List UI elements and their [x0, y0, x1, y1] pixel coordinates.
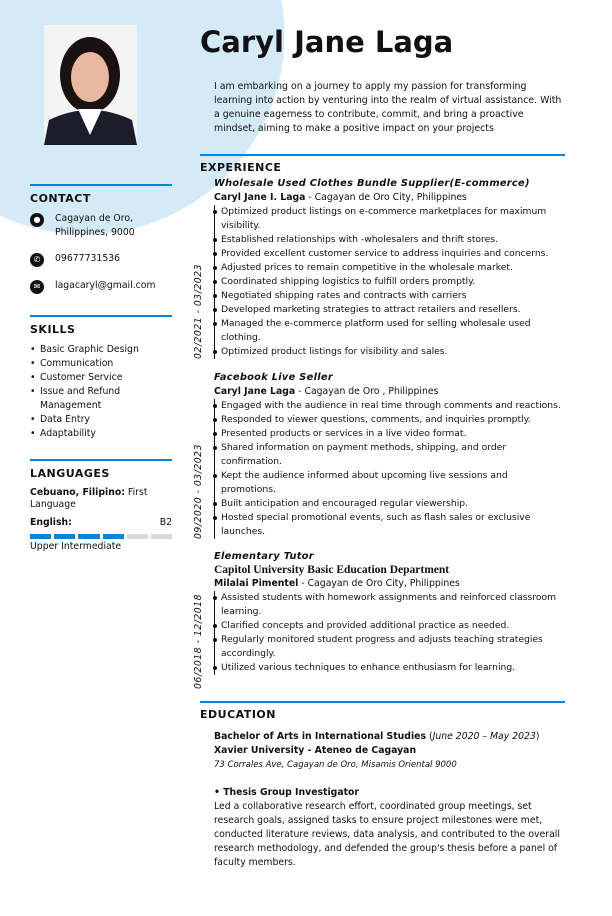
job-company: Milalai Pimentel: [214, 578, 299, 589]
job-bullet: Adjusted prices to remain competitive in the wholesale market.: [221, 261, 565, 275]
job-bullet: Negotiated shipping rates and contracts with carriers: [221, 289, 565, 303]
job-bullet: Optimized product listings on e-commerce marketplaces for maximum visibility.: [221, 205, 565, 233]
job-title: Facebook Live Seller: [214, 372, 333, 383]
contact-address: Cagayan de Oro, Philippines, 9000: [55, 213, 135, 238]
english-level-bar: [30, 534, 172, 539]
summary: I am embarking on a journey to apply my passion for transforming learning into action by venturing into the realm of virtual assistance. With a genuine eagerness to contribute, commit, and bring a proactive mindset, aiming to make a positive impact on your projects: [214, 81, 562, 134]
experience-heading: EXPERIENCE: [200, 161, 282, 174]
experience-section: [193, 154, 565, 689]
job-location: - Cagayan de Oro , Philippines: [295, 386, 439, 397]
skills-section: [30, 315, 172, 441]
education-section: EDUCATION Bachelor of Arts in International Studies (June 2020 – May 2023) Xavier University - Ateneo de Cagayan 73 Corrales Ave, Cagayan de Oro, Misamis Oriental 9000 • Thesis Group Investigator Led a collaborative research effort, coordinated group meetings, set research goals, assigned tasks to ensure project milestones were met, conducted literature reviews, data analysis, and contributed to the overall research methodology, and defended the group's thesis before a panel of faculty members.: [200, 701, 565, 870]
skill-item: • Communication: [30, 357, 172, 371]
english-code: B2: [159, 517, 172, 528]
job-bullet: Shared information on payment methods, shipping, and order confirmation.: [221, 441, 565, 469]
candidate-name: Caryl Jane Laga: [200, 25, 454, 59]
languages-section: LANGUAGES Cebuano, Filipino: First Language English: B2 Upper Intermediate: [30, 459, 172, 554]
contact-section: [30, 184, 172, 306]
job-entry: [193, 551, 565, 689]
job-dates: 06/2018 - 12/2018: [193, 593, 204, 689]
job-location: - Cagayan de Oro City, Philippines: [305, 192, 467, 203]
location-icon: ●: [30, 213, 44, 227]
skill-item: • Basic Graphic Design: [30, 343, 172, 357]
english-label: English: [30, 517, 69, 528]
education-heading: EDUCATION: [200, 708, 276, 721]
job-bullet: Kept the audience informed about upcoming live sessions and promotions.: [221, 469, 565, 497]
job-dates: 02/2021 - 03/2023: [193, 263, 204, 359]
job-bullet: Coordinated shipping logistics to fulfill orders promptly.: [221, 275, 565, 289]
education-dates: June 2020 – May 2023: [432, 731, 536, 742]
first-language: Cebuano, Filipino: [30, 487, 122, 498]
skill-item: • Data Entry: [30, 413, 172, 427]
education-description: Led a collaborative research effort, coordinated group meetings, set research goals, assigned tasks to ensure project milestones were met, conducted literature reviews, data analysis, and contributed to the overall research methodology, and defended the group's thesis before a panel of faculty members.: [214, 801, 560, 868]
email-icon: ✉: [30, 280, 44, 294]
job-bullet: Presented products or services in a live video format.: [221, 427, 565, 441]
school-address: 73 Corrales Ave, Cagayan de Oro, Misamis Oriental 9000: [214, 760, 457, 770]
contact-heading: CONTACT: [30, 192, 91, 205]
english-level: Upper Intermediate: [30, 541, 122, 552]
job-bullet: Clarified concepts and provided additional practice as needed.: [221, 619, 565, 633]
skill-item: • Adaptability: [30, 427, 172, 441]
job-bullet: Assisted students with homework assignments and reinforced classroom learning.: [221, 591, 565, 619]
skill-item: • Customer Service: [30, 371, 172, 385]
job-dates: 09/2020 - 03/2023: [193, 443, 204, 539]
job-bullet: Managed the e-commerce platform used for selling wholesale used clothing.: [221, 317, 565, 345]
skill-item: • Issue and Refund Management: [30, 385, 172, 413]
languages-heading: LANGUAGES: [30, 467, 110, 480]
job-location: - Cagayan de Oro City, Philippines: [298, 578, 460, 589]
job-bullet: Utilized various techniques to enhance enthusiasm for learning.: [221, 661, 565, 675]
first-language-level: First Language: [30, 487, 148, 510]
job-bullet: Responded to viewer questions, comments, and inquiries promptly.: [221, 413, 565, 427]
job-company: Caryl Jane Laga: [214, 386, 296, 397]
job-title: Wholesale Used Clothes Bundle Supplier(E-commerce): [214, 178, 530, 189]
job-bullet: Optimized product listings for visibility and sales.: [221, 345, 565, 359]
job-organization: Capitol University Basic Education Department: [214, 564, 450, 576]
degree: Bachelor of Arts in International Studies: [214, 731, 426, 742]
job-bullet: Engaged with the audience in real time through comments and reactions.: [221, 399, 565, 413]
job-bullet: Hosted special promotional events, such as flash sales or exclusive launches.: [221, 511, 565, 539]
contact-email: lagacaryl@gmail.com: [55, 280, 156, 291]
education-role: Thesis Group Investigator: [223, 787, 360, 798]
job-bullet: Developed marketing strategies to attract retailers and resellers.: [221, 303, 565, 317]
job-entry: [193, 371, 565, 539]
phone-icon: ✆: [30, 253, 44, 267]
school: Xavier University - Ateneo de Cagayan: [214, 745, 417, 756]
job-title: Elementary Tutor: [214, 551, 314, 562]
job-bullet: Provided excellent customer service to address inquiries and concerns.: [221, 247, 565, 261]
job-bullet: Regularly monitored student progress and adjusts teaching strategies accordingly.: [221, 633, 565, 661]
job-company: Caryl Jane I. Laga: [214, 192, 306, 203]
skills-heading: SKILLS: [30, 323, 76, 336]
job-bullet: Built anticipation and encouraged regular viewership.: [221, 497, 565, 511]
contact-phone: 09677731536: [55, 253, 121, 264]
job-entry: [193, 177, 565, 359]
profile-photo: [44, 25, 137, 145]
job-bullet: Established relationships with -wholesalers and thrift stores.: [221, 233, 565, 247]
